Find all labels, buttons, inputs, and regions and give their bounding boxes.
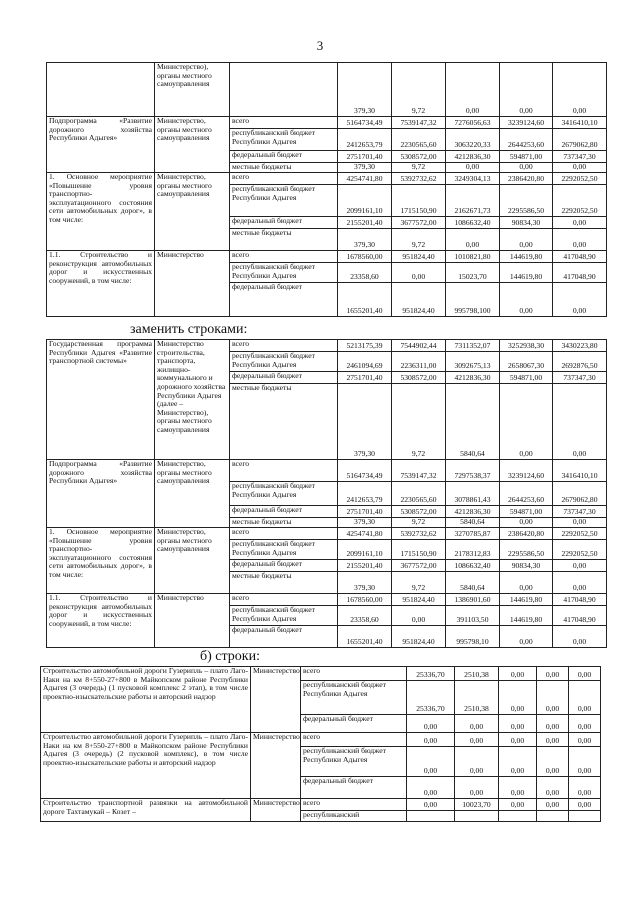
value-cell: 0,00 (569, 747, 601, 777)
value-cell: 0,00 (537, 667, 569, 681)
value-cell: 0,00 (499, 777, 537, 799)
value-cell (407, 811, 455, 822)
source-cell: всего (301, 733, 407, 747)
value-cell: 9,72 (392, 229, 446, 251)
value-cell: 0,00 (446, 163, 500, 173)
value-cell: 3063220,33 (446, 129, 500, 151)
value-cell: 737347,30 (553, 506, 607, 518)
value-cell: 0,00 (407, 747, 455, 777)
source-cell: всего (230, 251, 338, 263)
org-cell: Министерство, органы местного самоуправления (155, 528, 230, 594)
value-cell: 0,00 (569, 733, 601, 747)
value-cell: 9,72 (392, 518, 446, 528)
value-cell: 1655201,40 (338, 283, 392, 317)
value-cell: 417048,90 (553, 606, 607, 626)
value-cell: 0,00 (499, 799, 537, 811)
source-cell: всего (301, 799, 407, 811)
value-cell: 0,00 (553, 572, 607, 594)
source-cell: федеральный бюджет (230, 283, 338, 317)
value-cell: 2236311,00 (392, 352, 446, 372)
value-cell: 2295586,50 (500, 540, 553, 560)
value-cell: 0,00 (553, 626, 607, 648)
value-cell: 0,00 (569, 777, 601, 799)
source-cell: всего (230, 117, 338, 129)
value-cell: 4212836,30 (446, 506, 500, 518)
value-cell: 3270785,87 (446, 528, 500, 540)
source-cell: республиканский бюджет Республики Адыгея (230, 606, 338, 626)
source-cell: республиканский бюджет Республики Адыгея (230, 129, 338, 151)
value-cell: 737347,30 (553, 372, 607, 384)
value-cell: 2162671,73 (446, 185, 500, 217)
value-cell: 2644253,60 (500, 129, 553, 151)
value-cell: 0,00 (569, 799, 601, 811)
value-cell: 594871,00 (500, 372, 553, 384)
value-cell: 5164734,49 (338, 460, 392, 482)
value-cell: 417048,90 (553, 263, 607, 283)
value-cell: 1715150,90 (392, 540, 446, 560)
value-cell: 0,00 (537, 799, 569, 811)
value-cell: 2295586,50 (500, 185, 553, 217)
value-cell: 0,00 (407, 715, 455, 733)
value-cell: 0,00 (455, 777, 499, 799)
value-cell: 0,00 (455, 715, 499, 733)
value-cell: 0,00 (553, 229, 607, 251)
row-name: Подпрограмма «Развитие дорожного хозяйства Республики Адыгея» (47, 117, 155, 173)
source-cell: федеральный бюджет (230, 626, 338, 648)
value-cell: 0,00 (499, 747, 537, 777)
value-cell: 3416410,10 (553, 460, 607, 482)
value-cell: 379,30 (338, 572, 392, 594)
value-cell: 0,00 (553, 283, 607, 317)
value-cell: 1655201,40 (338, 626, 392, 648)
org-cell: Министерство (155, 594, 230, 648)
value-cell: 0,00 (537, 681, 569, 715)
value-cell (569, 811, 601, 822)
value-cell: 0,00 (537, 733, 569, 747)
value-cell: 951824,40 (392, 283, 446, 317)
value-cell: 417048,90 (553, 594, 607, 606)
source-cell: федеральный бюджет (230, 151, 338, 163)
value-cell: 2292052,50 (553, 173, 607, 185)
value-cell: 379,30 (338, 63, 392, 117)
value-cell: 5164734,49 (338, 117, 392, 129)
value-cell: 594871,00 (500, 506, 553, 518)
value-cell: 4212836,30 (446, 151, 500, 163)
value-cell: 2510,38 (455, 667, 499, 681)
table-b-rows (40, 666, 601, 822)
source-cell: местные бюджеты (230, 572, 338, 594)
value-cell: 5308572,00 (392, 151, 446, 163)
value-cell: 0,00 (407, 733, 455, 747)
value-cell: 25336,70 (407, 681, 455, 715)
value-cell: 2644253,60 (500, 482, 553, 506)
value-cell: 7544902,44 (392, 340, 446, 352)
value-cell: 5840,64 (446, 384, 500, 460)
value-cell: 9,72 (392, 384, 446, 460)
value-cell: 0,00 (569, 667, 601, 681)
value-cell: 2230565,60 (392, 482, 446, 506)
value-cell: 3078861,43 (446, 482, 500, 506)
value-cell: 0,00 (500, 283, 553, 317)
value-cell: 2679062,80 (553, 482, 607, 506)
value-cell: 0,00 (455, 733, 499, 747)
value-cell: 23358,60 (338, 263, 392, 283)
value-cell: 0,00 (446, 229, 500, 251)
value-cell: 7539147,32 (392, 117, 446, 129)
org-cell: Министерство (251, 733, 301, 799)
value-cell: 0,00 (392, 263, 446, 283)
row-name: Строительство транспортной развязки на автомобильной дороге Тахтамукай – Козет – (41, 799, 251, 822)
value-cell: 0,00 (553, 217, 607, 229)
value-cell: 5308572,00 (392, 372, 446, 384)
value-cell: 2679062,80 (553, 129, 607, 151)
value-cell: 7539147,32 (392, 460, 446, 482)
org-cell: Министерство (155, 251, 230, 317)
heading-replace: заменить строками: (130, 322, 248, 337)
source-cell: всего (230, 173, 338, 185)
value-cell: 2386420,80 (500, 173, 553, 185)
value-cell: 0,00 (392, 606, 446, 626)
value-cell: 144619,80 (500, 263, 553, 283)
value-cell: 0,00 (500, 229, 553, 251)
value-cell: 5392732,62 (392, 173, 446, 185)
value-cell: 2155201,40 (338, 560, 392, 572)
row-name: 1.1. Строительство и реконструкция автомобильных дорог и искусственных сооружений, в том числе: (47, 251, 155, 317)
org-cell: Министерство, органы местного самоуправления (155, 173, 230, 251)
value-cell: 1386901,60 (446, 594, 500, 606)
source-cell: местные бюджеты (230, 229, 338, 251)
row-name: 1.1. Строительство и реконструкция автомобильных дорог и искусственных сооружений, в том числе: (47, 594, 155, 648)
source-cell: республиканский бюджет Республики Адыгея (301, 681, 407, 715)
source-cell: всего (301, 667, 407, 681)
value-cell: 0,00 (500, 384, 553, 460)
value-cell: 3677572,00 (392, 217, 446, 229)
org-cell: Министерство, органы местного самоуправления (155, 117, 230, 173)
source-cell: республиканский бюджет Республики Адыгея (230, 185, 338, 217)
value-cell: 3239124,60 (500, 117, 553, 129)
source-cell: республиканский бюджет Республики Адыгея (230, 263, 338, 283)
value-cell: 9,72 (392, 572, 446, 594)
source-cell: республиканский бюджет Республики Адыгея (301, 747, 407, 777)
value-cell: 0,00 (569, 715, 601, 733)
value-cell: 379,30 (338, 384, 392, 460)
row-name: 1. Основное мероприятие «Повышение уровня транспортно-эксплуатационного состояния сети автомобильных дорог», в том числе: (47, 528, 155, 594)
source-cell: республиканский (301, 811, 407, 822)
value-cell: 2751701,40 (338, 151, 392, 163)
value-cell: 3416410,10 (553, 117, 607, 129)
value-cell: 2099161,10 (338, 185, 392, 217)
value-cell: 0,00 (500, 626, 553, 648)
value-cell: 0,00 (499, 733, 537, 747)
value-cell: 995798,10 (446, 626, 500, 648)
value-cell: 9,72 (392, 163, 446, 173)
value-cell: 2751701,40 (338, 506, 392, 518)
source-cell: федеральный бюджет (301, 777, 407, 799)
source-cell (230, 63, 338, 117)
source-cell: федеральный бюджет (230, 560, 338, 572)
source-cell: федеральный бюджет (301, 715, 407, 733)
value-cell: 2155201,40 (338, 217, 392, 229)
value-cell: 417048,90 (553, 251, 607, 263)
value-cell: 2099161,10 (338, 540, 392, 560)
table-replacement-rows (46, 339, 607, 648)
value-cell: 4254741,80 (338, 528, 392, 540)
source-cell: всего (230, 594, 338, 606)
value-cell: 2510,38 (455, 681, 499, 715)
value-cell: 737347,30 (553, 151, 607, 163)
table-original-rows (46, 62, 607, 317)
value-cell: 0,00 (446, 63, 500, 117)
value-cell: 391103,50 (446, 606, 500, 626)
value-cell: 0,00 (537, 715, 569, 733)
value-cell: 90834,30 (500, 560, 553, 572)
value-cell: 5840,64 (446, 572, 500, 594)
value-cell: 0,00 (499, 667, 537, 681)
value-cell: 23358,60 (338, 606, 392, 626)
value-cell: 15023,70 (446, 263, 500, 283)
value-cell: 3677572,00 (392, 560, 446, 572)
row-name: Государственная программа Республики Адыгея «Развитие транспортной системы» (47, 340, 155, 460)
value-cell: 2178312,83 (446, 540, 500, 560)
value-cell: 2412653,79 (338, 129, 392, 151)
value-cell: 3252938,30 (500, 340, 553, 352)
value-cell: 0,00 (553, 518, 607, 528)
value-cell: 1715150,90 (392, 185, 446, 217)
heading-b-rows: б) строки: (200, 649, 260, 664)
value-cell: 0,00 (455, 747, 499, 777)
value-cell: 3092675,13 (446, 352, 500, 372)
value-cell (499, 811, 537, 822)
value-cell: 0,00 (499, 681, 537, 715)
value-cell: 1086632,40 (446, 217, 500, 229)
value-cell (455, 811, 499, 822)
value-cell: 7297538,37 (446, 460, 500, 482)
value-cell: 0,00 (553, 63, 607, 117)
value-cell: 379,30 (338, 518, 392, 528)
value-cell: 1678560,00 (338, 594, 392, 606)
value-cell: 7311352,07 (446, 340, 500, 352)
value-cell: 0,00 (500, 63, 553, 117)
value-cell: 0,00 (499, 715, 537, 733)
org-cell: Министерство (251, 799, 301, 822)
value-cell: 25336,70 (407, 667, 455, 681)
value-cell: 0,00 (407, 799, 455, 811)
source-cell: местные бюджеты (230, 518, 338, 528)
value-cell: 5213175,39 (338, 340, 392, 352)
value-cell: 2386420,80 (500, 528, 553, 540)
value-cell: 951824,40 (392, 594, 446, 606)
value-cell: 144619,80 (500, 606, 553, 626)
value-cell: 90834,30 (500, 217, 553, 229)
value-cell: 2230565,60 (392, 129, 446, 151)
value-cell: 9,72 (392, 63, 446, 117)
source-cell: местные бюджеты (230, 384, 338, 460)
source-cell: местные бюджеты (230, 163, 338, 173)
value-cell: 0,00 (500, 163, 553, 173)
value-cell: 594871,00 (500, 151, 553, 163)
row-name: 1. Основное мероприятие «Повышение уровня транспортно-эксплуатационного состояния сети автомобильных дорог», в том числе: (47, 173, 155, 251)
value-cell: 5308572,00 (392, 506, 446, 518)
value-cell: 144619,80 (500, 594, 553, 606)
value-cell: 0,00 (537, 777, 569, 799)
value-cell: 0,00 (553, 560, 607, 572)
org-cell: Министерство), органы местного самоуправления (155, 63, 230, 117)
value-cell: 0,00 (407, 777, 455, 799)
value-cell: 379,30 (338, 229, 392, 251)
source-cell: всего (230, 340, 338, 352)
value-cell: 1678560,00 (338, 251, 392, 263)
value-cell: 3249304,13 (446, 173, 500, 185)
value-cell: 0,00 (569, 681, 601, 715)
value-cell: 0,00 (537, 747, 569, 777)
value-cell: 951824,40 (392, 251, 446, 263)
value-cell: 0,00 (500, 518, 553, 528)
value-cell: 379,30 (338, 163, 392, 173)
value-cell: 2292052,50 (553, 185, 607, 217)
value-cell (537, 811, 569, 822)
value-cell: 2292052,50 (553, 540, 607, 560)
row-name: Строительство автомобильной дороги Гузерипль – плато Лаго-Наки на км 8+550-27+800 в Майкопском районе Республики Адыгея (3 очередь) (1 пусковой комплекс 2 этап), в том числе проектно-изыскательские работы и авторский надзор (41, 667, 251, 733)
value-cell: 5840,64 (446, 518, 500, 528)
value-cell: 1086632,40 (446, 560, 500, 572)
source-cell: федеральный бюджет (230, 372, 338, 384)
row-name: Строительство автомобильной дороги Гузерипль – плато Лаго-Наки на км 8+550-27+800 в Майкопском районе Республики Адыгея (3 очередь) (2 пусковой комплекс), в том числе проектно-изыскательские работы и авторский надзор (41, 733, 251, 799)
value-cell: 144619,80 (500, 251, 553, 263)
source-cell: всего (230, 460, 338, 482)
value-cell: 5392732,62 (392, 528, 446, 540)
row-name: Подпрограмма «Развитие дорожного хозяйства Республики Адыгея» (47, 460, 155, 528)
org-cell: Министерство строительства, транспорта, жилищно-коммунального и дорожного хозяйства Республики Адыгея (далее – Министерство), органы местного самоуправления (155, 340, 230, 460)
value-cell: 2658067,30 (500, 352, 553, 372)
source-cell: республиканский бюджет Республики Адыгея (230, 352, 338, 372)
value-cell: 7276056,63 (446, 117, 500, 129)
value-cell: 995798,100 (446, 283, 500, 317)
value-cell: 2412653,79 (338, 482, 392, 506)
value-cell: 0,00 (553, 384, 607, 460)
value-cell: 4254741,80 (338, 173, 392, 185)
value-cell: 2692876,50 (553, 352, 607, 372)
value-cell: 3430223,80 (553, 340, 607, 352)
value-cell: 2292052,50 (553, 528, 607, 540)
table-cell (47, 63, 155, 117)
value-cell: 0,00 (500, 572, 553, 594)
value-cell: 0,00 (553, 163, 607, 173)
source-cell: всего (230, 528, 338, 540)
value-cell: 3239124,60 (500, 460, 553, 482)
source-cell: республиканский бюджет Республики Адыгея (230, 540, 338, 560)
value-cell: 1010821,80 (446, 251, 500, 263)
org-cell: Министерство (251, 667, 301, 733)
source-cell: федеральный бюджет (230, 506, 338, 518)
value-cell: 10023,70 (455, 799, 499, 811)
page-number: 3 (316, 38, 324, 53)
value-cell: 951824,40 (392, 626, 446, 648)
source-cell: республиканский бюджет Республики Адыгея (230, 482, 338, 506)
value-cell: 4212836,30 (446, 372, 500, 384)
value-cell: 2751701,40 (338, 372, 392, 384)
org-cell: Министерство, органы местного самоуправления (155, 460, 230, 528)
source-cell: федеральный бюджет (230, 217, 338, 229)
value-cell: 2461094,69 (338, 352, 392, 372)
